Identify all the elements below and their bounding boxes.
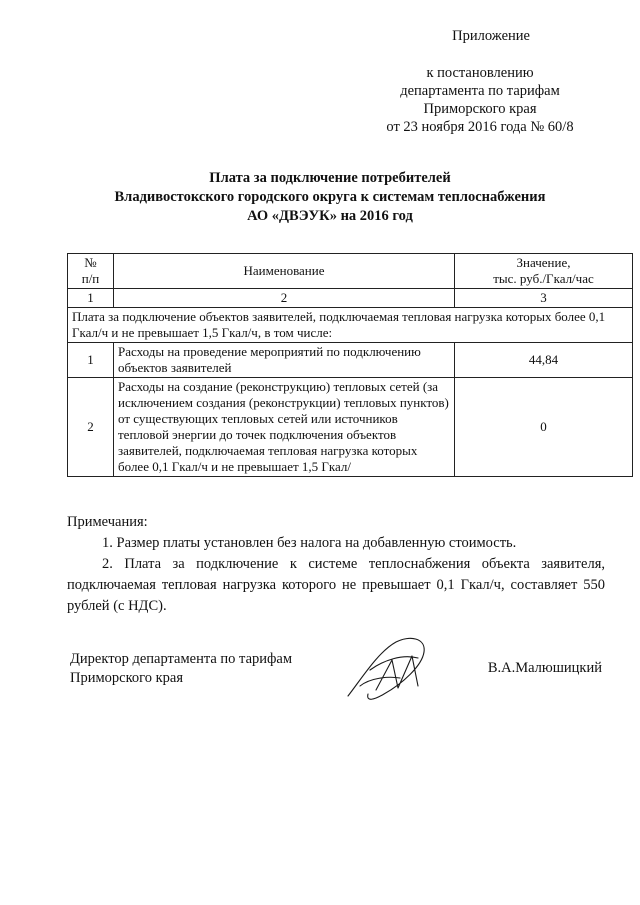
appendix-label: Приложение bbox=[452, 28, 530, 44]
header-num-line2: п/п bbox=[81, 271, 100, 286]
row-name: Расходы на создание (реконструкцию) тепловых сетей (за исключением создания (реконструкции) тепловых пунктов) от существующих тепловых сетей или источников тепловой энергии до точек подключения объектов заявителей, подключаемая тепловая нагрузка которых более 0,1 Гкал/ч и не превышает 1,5 Гкал/ bbox=[114, 378, 455, 477]
note-item: 2. Плата за подключение к системе теплоснабжения объекта заявителя, подключаемая тепловая нагрузка которого не превышает 0,1 Гкал/ч, составляет 550 рублей (с НДС). bbox=[67, 556, 605, 614]
header-num-line1: № bbox=[84, 255, 97, 270]
signer-position bbox=[70, 650, 292, 688]
title-line: Плата за подключение потребителей bbox=[209, 170, 451, 186]
row-value: 0 bbox=[455, 378, 633, 477]
decree-line: от 23 ноября 2016 года № 60/8 bbox=[386, 119, 574, 135]
row-value: 44,84 bbox=[455, 343, 633, 378]
index-cell: 2 bbox=[114, 289, 455, 308]
notes-section bbox=[67, 512, 605, 617]
row-num: 2 bbox=[68, 378, 114, 477]
row-num: 1 bbox=[68, 343, 114, 378]
row-name: Расходы на проведение мероприятий по подключению объектов заявителей bbox=[114, 343, 455, 378]
decree-line: департамента по тарифам bbox=[400, 83, 560, 99]
note-item: 1. Размер платы установлен без налога на добавленную стоимость. bbox=[102, 535, 517, 551]
table-group-row bbox=[68, 308, 633, 343]
index-cell: 3 bbox=[455, 289, 633, 308]
notes-heading: Примечания: bbox=[67, 514, 148, 530]
signee-name: В.А.Малюшицкий bbox=[487, 660, 602, 676]
header-num bbox=[68, 254, 114, 289]
signer-position-line: Директор департамента по тарифам bbox=[70, 651, 293, 667]
table-header-row bbox=[68, 254, 633, 289]
group-label: Плата за подключение объектов заявителей, подключаемая тепловая нагрузка которых более 0,1 Гкал/ч и не превышает 1,5 Гкал/ч, в том числе: bbox=[68, 308, 633, 343]
header-value-line1: Значение, bbox=[516, 255, 571, 270]
document-title bbox=[60, 169, 600, 226]
signer-position-line: Приморского края bbox=[70, 670, 184, 686]
index-cell: 1 bbox=[68, 289, 114, 308]
fee-table bbox=[67, 253, 633, 477]
header-value bbox=[455, 254, 633, 289]
header-name: Наименование bbox=[114, 254, 455, 289]
title-line: Владивостокского городского округа к системам теплоснабжения bbox=[114, 189, 546, 205]
table-row bbox=[68, 343, 633, 378]
title-line: АО «ДВЭУК» на 2016 год bbox=[247, 208, 413, 224]
header-value-line2: тыс. руб./Гкал/час bbox=[493, 271, 594, 286]
decree-line: к постановлению bbox=[426, 65, 534, 81]
table-index-row bbox=[68, 289, 633, 308]
decree-line: Приморского края bbox=[423, 101, 537, 117]
handwritten-signature bbox=[340, 630, 440, 710]
table-row bbox=[68, 378, 633, 477]
decree-reference bbox=[360, 64, 600, 136]
